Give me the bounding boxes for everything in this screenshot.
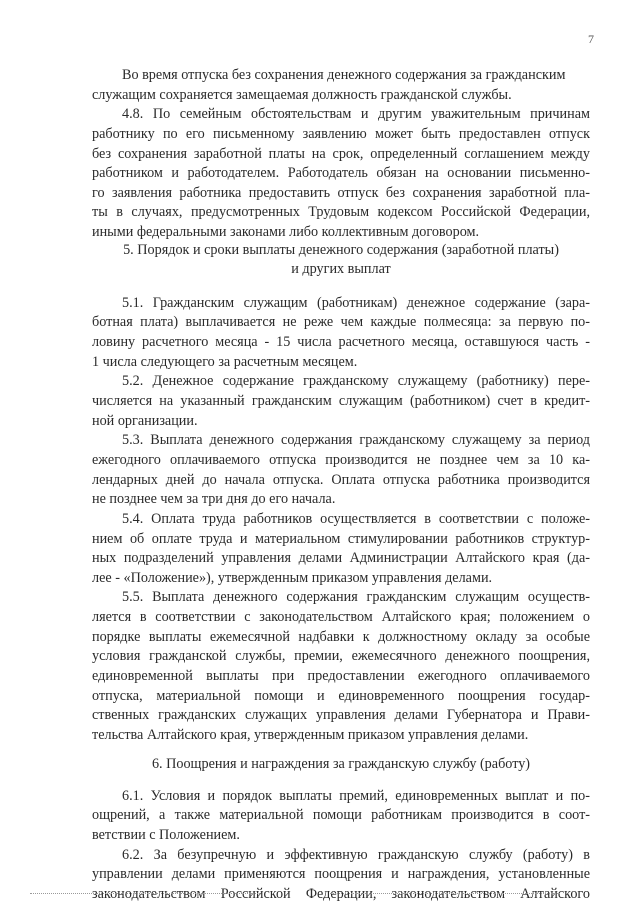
paragraph-line: 4.8. По семейным обстоятельствам и другим уважительным причинам [122,106,590,122]
paragraph-line: управлении делами применяются поощрения и награждения, установленные [92,866,590,882]
paragraph-line: лее - «Положение»), утвержденным приказом управления делами. [92,570,493,586]
paragraph-line: 5.2. Денежное содержание гражданскому служащему (работнику) пере- [122,373,590,389]
paragraph-line: числяется на указанный гражданским служащим (работником) счет в кредит- [92,393,590,409]
paragraph-line: 1 числа следующего за расчетным месяцем. [92,354,358,370]
paragraph-line: 5.3. Выплата денежного содержания гражданскому служащему за период [122,432,590,448]
paragraph-line: тельства Алтайского края, утвержденным приказом управления делами. [92,727,529,743]
paragraph-line: лендарных дней до начала отпуска. Оплата отпуска работника производится [92,472,590,488]
paragraph-line: нием об оплате труда и материальном стимулировании работников структур- [92,531,590,547]
page-number: 7 [588,32,594,46]
paragraph-line: иными федеральными законами либо коллективным договором. [92,224,480,240]
paragraph-line: законодательством Российской Федерации, законодательством Алтайского [92,886,590,902]
paragraph-line: условия гражданской службы, премии, ежемесячного денежного поощрения, [92,648,590,664]
paragraph-line: ты в случаях, предусмотренных Трудовым кодексом Российской Федерации, [92,204,590,220]
paragraph-line: ощрений, а также материальной помощи работникам производится в соот- [92,807,590,823]
paragraph-line: ляется в соответствии с законодательством Алтайского края; положением о [92,609,590,625]
paragraph-line: го заявления работника предоставить отпуск без сохранения заработной пла- [92,185,590,201]
paragraph-line: работнику по его письменному заявлению может быть предоставлен отпуск [92,126,590,142]
paragraph-line: ветствии с Положением. [92,827,240,843]
paragraph-line: работником и работодателем. Работодатель обязан на основании письменно- [92,165,590,181]
paragraph-line: Во время отпуска без сохранения денежного содержания за гражданским [122,67,566,83]
paragraph-line: порядке выплаты ежемесячной надбавки к должностному окладу за особые [92,629,590,645]
paragraph-line: ной организации. [92,413,198,429]
paragraph-line: 5.5. Выплата денежного содержания гражданским служащим осуществ- [122,589,590,605]
paragraph-line: ежегодного оплачиваемого отпуска производится не позднее чем за 10 ка- [92,452,590,468]
paragraph-line: отпуска, материальной помощи и единовременного поощрения государ- [92,688,590,704]
bottom-dotted-rule-right [330,893,560,894]
paragraph-line: ных подразделений управления делами Администрации Алтайского края (да- [92,550,590,566]
paragraph-line: ботная плата) выплачивается не реже чем каждые полмесяца: за первую по- [92,314,590,330]
paragraph-line: 6.1. Условия и порядок выплаты премий, единовременных выплат и по- [122,788,590,804]
paragraph-line: без сохранения заработной платы на срок, определенный соглашением между [92,146,590,162]
paragraph-line: ловину расчетного месяца - 15 числа расчетного месяца, оставшуюся часть - [92,334,590,350]
paragraph-line: 5.1. Гражданским служащим (работникам) денежное содержание (зара- [122,295,590,311]
paragraph-line: служащим сохраняется замещаемая должность гражданской службы. [92,87,512,103]
paragraph-line: не позднее чем за три дня до его начала. [92,491,336,507]
section-heading: 5. Порядок и сроки выплаты денежного содержания (заработной платы) [123,242,559,258]
paragraph-line: единовременной выплаты при предоставлении ежегодного оплачиваемого [92,668,590,684]
section-heading: 6. Поощрения и награждения за гражданскую службу (работу) [151,756,531,772]
section-heading: и других выплат [291,261,391,277]
bottom-dotted-rule-left [30,893,260,894]
paragraph-line: ственных гражданских служащих управления делами Губернатора и Прави- [92,707,590,723]
paragraph-line: 5.4. Оплата труда работников осуществляется в соответствии с положе- [122,511,590,527]
paragraph-line: 6.2. За безупречную и эффективную гражданскую службу (работу) в [122,847,590,863]
